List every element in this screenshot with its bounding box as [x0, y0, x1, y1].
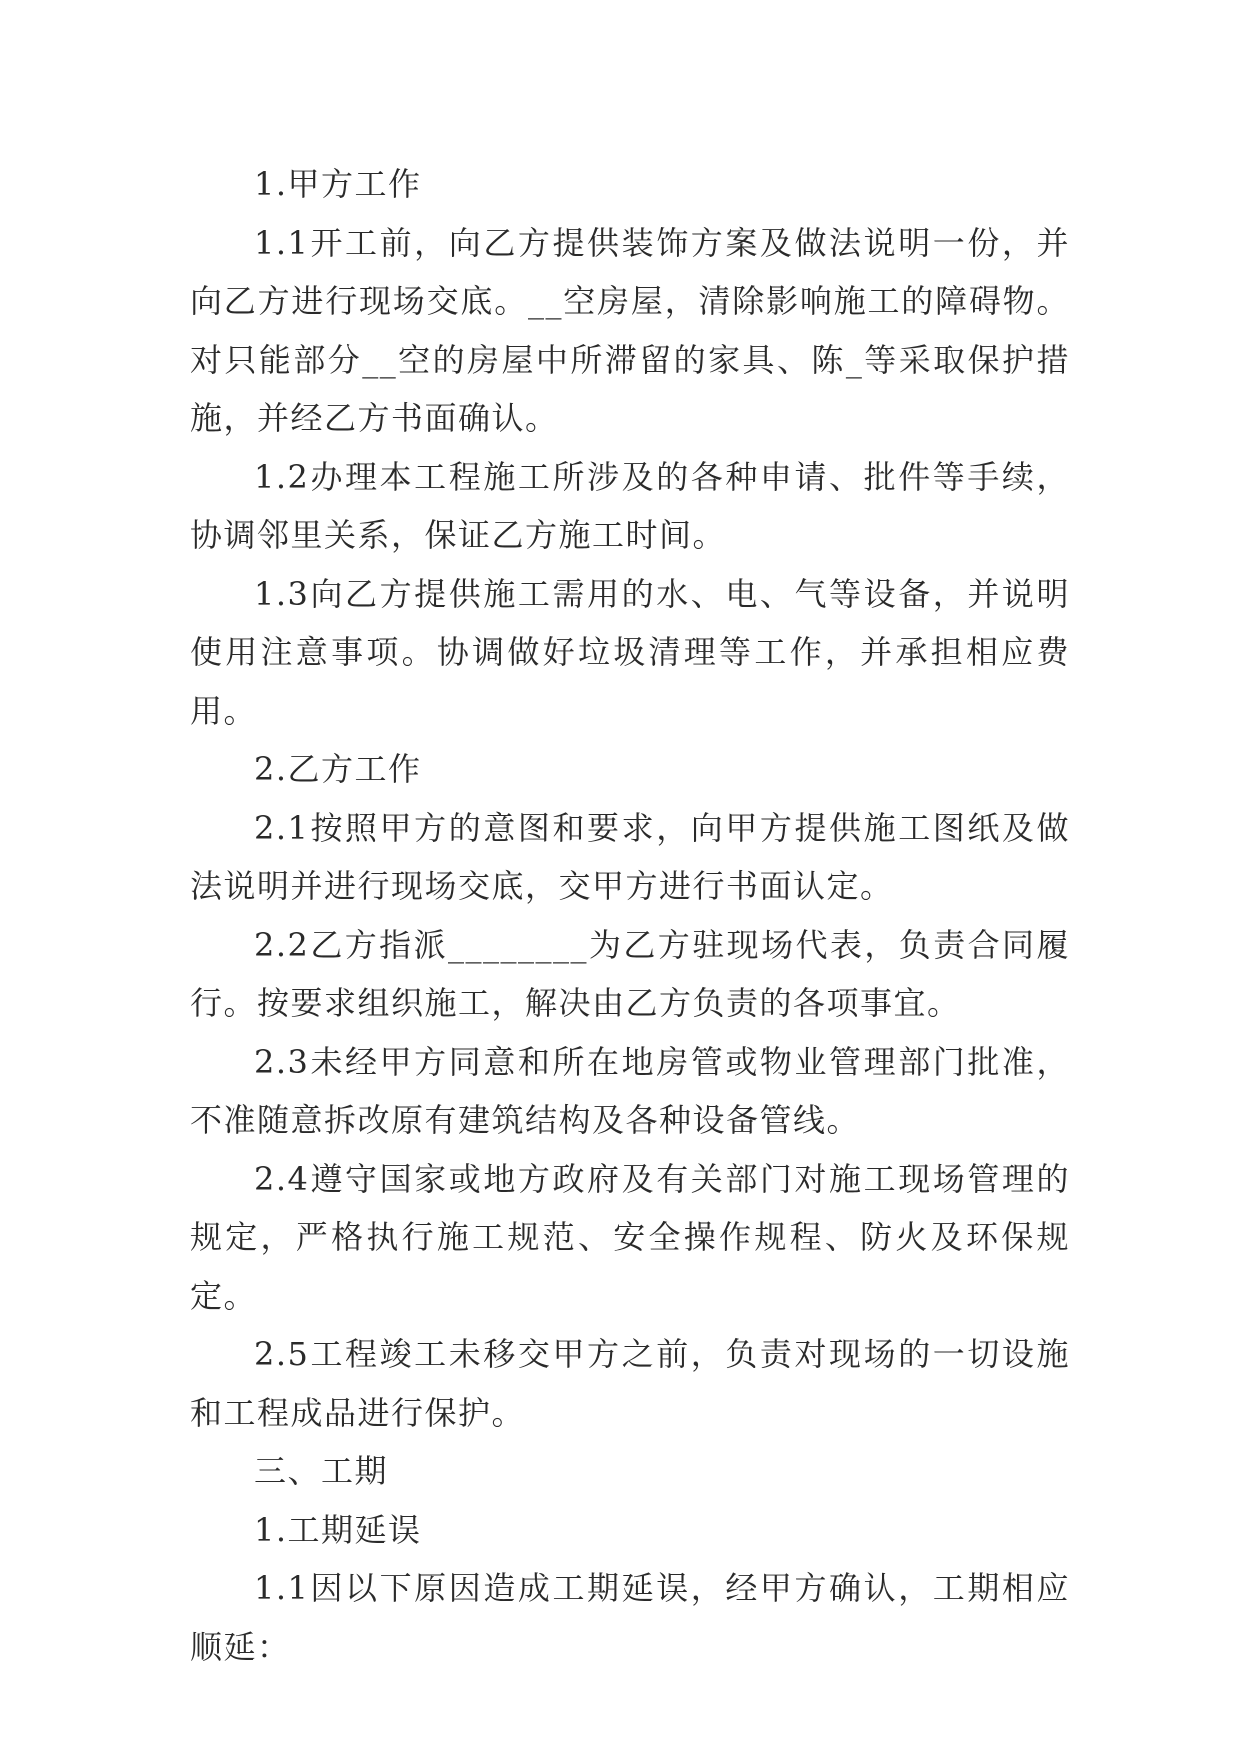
- clause-2-5: 2.5工程竣工未移交甲方之前，负责对现场的一切设施和工程成品进行保护。: [190, 1335, 1070, 1432]
- clause-delay-1-1: 1.1因以下原因造成工期延误，经甲方确认，工期相应顺延：: [190, 1569, 1070, 1666]
- clause-2-4: 2.4遵守国家或地方政府及有关部门对施工现场管理的规定，严格执行施工规范、安全操作规程、防火及环保规定。: [190, 1159, 1070, 1315]
- clause-1-1: 1.1开工前，向乙方提供装饰方案及做法说明一份，并向乙方进行现场交底。__空房屋，清除影响施工的障碍物。对只能部分__空的房屋中所滞留的家具、陈_等采取保护措施，并经乙方书面确认。: [190, 223, 1070, 437]
- section-heading-party-a-work: 1.甲方工作: [254, 165, 422, 203]
- section-heading-party-b-work: 2.乙方工作: [254, 750, 422, 788]
- clause-2-3: 2.3未经甲方同意和所在地房管或物业管理部门批准，不准随意拆改原有建筑结构及各种设备管线。: [190, 1042, 1070, 1139]
- clause-1-3: 1.3向乙方提供施工需用的水、电、气等设备，并说明使用注意事项。协调做好垃圾清理等工作，并承担相应费用。: [190, 574, 1070, 730]
- document-body: [190, 155, 1070, 1676]
- clause-2-1: 2.1按照甲方的意图和要求，向甲方提供施工图纸及做法说明并进行现场交底，交甲方进行书面认定。: [190, 808, 1070, 905]
- subheading-period-delay: 1.工期延误: [254, 1510, 422, 1549]
- clause-1-2: 1.2办理本工程施工所涉及的各种申请、批件等手续，协调邻里关系，保证乙方施工时间。: [190, 457, 1070, 554]
- section-heading-construction-period: 三、工期: [254, 1452, 389, 1490]
- clause-2-2: 2.2乙方指派________为乙方驻现场代表，负责合同履行。按要求组织施工，解决由乙方负责的各项事宜。: [190, 925, 1070, 1022]
